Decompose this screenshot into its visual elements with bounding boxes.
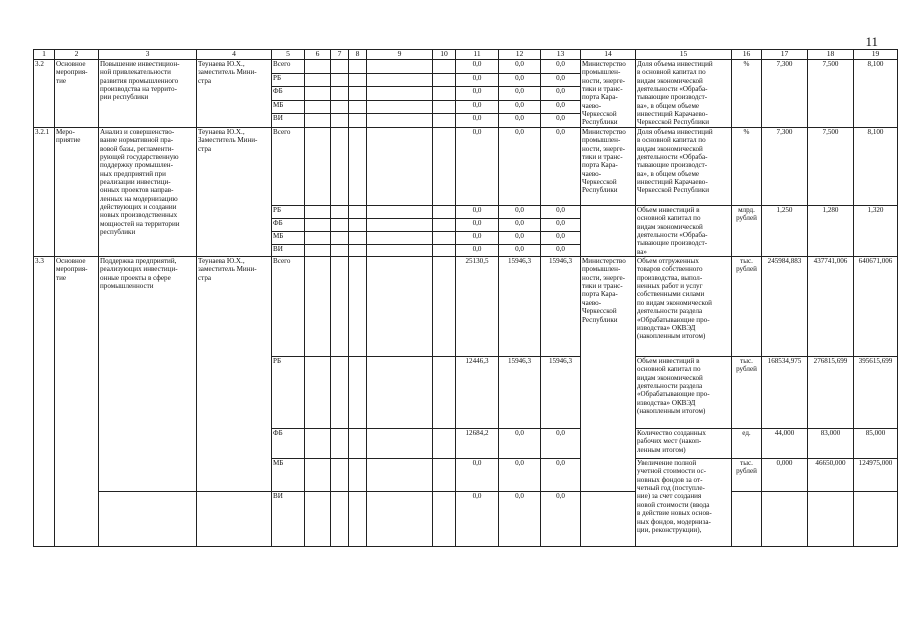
- col-header: 5: [272, 50, 305, 60]
- indicator-unit: тыс. рублей: [732, 256, 762, 356]
- indicator-text: Увеличение полной учетной стоимости ос- новных фондов за от- четный год (поступле- ние) за счет создания новой стоимости (ввода в действие новых основ- ных фондов, модерниза- ции, реконструкции),: [636, 458, 732, 546]
- col-header: 6: [305, 50, 331, 60]
- value-cell: 0,0: [499, 218, 541, 231]
- indicator-value: 395615,699: [854, 356, 898, 428]
- indicator-value: 437741,006: [808, 256, 854, 356]
- item-executor: Теунаева Ю.Х., заместитель Мини- стра: [197, 59, 272, 127]
- column-header-row: [34, 50, 898, 60]
- value-cell: 0,0: [541, 428, 581, 458]
- indicator-value: 1,280: [808, 205, 854, 256]
- program-table: [33, 49, 898, 547]
- indicator-unit: %: [732, 127, 762, 205]
- indicator-value: 8,100: [854, 59, 898, 127]
- value-cell: 0,0: [499, 231, 541, 244]
- value-cell: 0,0: [541, 127, 581, 205]
- value-cell: 0,0: [456, 100, 499, 114]
- item-type: Меро- приятие: [55, 127, 99, 256]
- value-cell: 0,0: [499, 127, 541, 205]
- funding-source: ВИ: [272, 491, 305, 546]
- indicator-value: 168534,975: [762, 356, 808, 428]
- indicator-unit: млрд. рублей: [732, 205, 762, 256]
- col-header: 4: [197, 50, 272, 60]
- col-header: 12: [499, 50, 541, 60]
- value-cell: 0,0: [541, 87, 581, 101]
- indicator-value: 85,000: [854, 428, 898, 458]
- col-header: 10: [433, 50, 456, 60]
- item-name: Анализ и совершенство- вание нормативной пра- вовой базы, регламенти- рующей государственную поддержку промышлен- ных предприятий при реализации инвестици- онных проектов направ- ленных на модернизацию действующих и создании новых производственных мощностей на территории республики: [99, 127, 197, 256]
- responsible-ministry: Министерство промышлен- ности, энерге- тики и транс- порта Кара- чаево- Черкесской Республики: [581, 127, 636, 205]
- funding-source: МБ: [272, 231, 305, 244]
- indicator-unit: тыс. рублей: [732, 356, 762, 428]
- indicator-value: 1,250: [762, 205, 808, 256]
- item-number: 3.2.1: [34, 127, 55, 256]
- value-cell: 0,0: [541, 205, 581, 218]
- value-cell: 0,0: [456, 231, 499, 244]
- table-row: [34, 491, 898, 546]
- funding-source: РБ: [272, 356, 305, 428]
- indicator-value: 7,500: [808, 127, 854, 205]
- indicator-value: 8,100: [854, 127, 898, 205]
- value-cell: 0,0: [499, 100, 541, 114]
- item-executor: Теунаева Ю.Х., заместитель Мини- стра: [197, 256, 272, 491]
- indicator-text: Объем инвестиций в основной капитал по видам экономической деятельности «Обраба- тывающие производст- ва»: [636, 205, 732, 256]
- table-row: [34, 127, 898, 205]
- col-header: 8: [349, 50, 367, 60]
- responsible-ministry: Министерство промышлен- ности, энерге- тики и транс- порта Кара- чаево- Черкесской Республики: [581, 256, 636, 491]
- item-executor: Теунаева Ю.Х., Заместитель Мини- стра: [197, 127, 272, 256]
- item-name: Поддержка предприятий, реализующих инвестици- онные проекты в сфере промышленности: [99, 256, 197, 491]
- page-number: 11: [865, 34, 878, 49]
- funding-source: Всего: [272, 256, 305, 356]
- value-cell: 0,0: [541, 218, 581, 231]
- col-header: 15: [636, 50, 732, 60]
- value-cell: 0,0: [541, 491, 581, 546]
- value-cell: 0,0: [456, 244, 499, 256]
- value-cell: 0,0: [499, 205, 541, 218]
- value-cell: 0,0: [456, 458, 499, 491]
- indicator-value: 83,000: [808, 428, 854, 458]
- col-header: 9: [367, 50, 433, 60]
- indicator-value: 0,000: [762, 458, 808, 491]
- indicator-text: Объем отгруженных товаров собственного производства, выпол- ненных работ и услуг собственными силами по видам экономической деятельности раздела «Обрабатывающие про- изводства» ОКВЭД (накопленным итогом): [636, 256, 732, 356]
- value-cell: 0,0: [456, 73, 499, 87]
- value-cell: 0,0: [499, 491, 541, 546]
- value-cell: 15946,3: [499, 256, 541, 356]
- funding-source: РБ: [272, 73, 305, 87]
- value-cell: 0,0: [499, 244, 541, 256]
- col-header: 17: [762, 50, 808, 60]
- value-cell: 0,0: [541, 114, 581, 128]
- funding-source: ВИ: [272, 114, 305, 128]
- table-row: [34, 59, 898, 73]
- value-cell: 0,0: [456, 127, 499, 205]
- funding-source: МБ: [272, 458, 305, 491]
- value-cell: 0,0: [456, 59, 499, 73]
- indicator-unit: %: [732, 59, 762, 127]
- value-cell: 0,0: [456, 491, 499, 546]
- value-cell: 0,0: [456, 205, 499, 218]
- indicator-value: 1,320: [854, 205, 898, 256]
- funding-source: ФБ: [272, 87, 305, 101]
- funding-source: Всего: [272, 59, 305, 73]
- item-number: 3.2: [34, 59, 55, 127]
- col-header: 13: [541, 50, 581, 60]
- col-header: 11: [456, 50, 499, 60]
- col-header: 16: [732, 50, 762, 60]
- col-header: 2: [55, 50, 99, 60]
- col-header: 14: [581, 50, 636, 60]
- indicator-value: 276815,699: [808, 356, 854, 428]
- indicator-value: 640671,006: [854, 256, 898, 356]
- funding-source: Всего: [272, 127, 305, 205]
- value-cell: 15946,3: [499, 356, 541, 428]
- funding-source: МБ: [272, 100, 305, 114]
- value-cell: 0,0: [456, 87, 499, 101]
- col-header: 19: [854, 50, 898, 60]
- value-cell: 0,0: [499, 73, 541, 87]
- indicator-text: Доля объема инвестиций в основной капитал по видам экономической деятельности «Обраба- тывающие производст- ва», в общем объеме инвестиций Карачаево- Черкесской Республики: [636, 127, 732, 205]
- value-cell: 12684,2: [456, 428, 499, 458]
- value-cell: 0,0: [541, 244, 581, 256]
- item-type: Основное мероприя- тие: [55, 256, 99, 546]
- indicator-unit: ед.: [732, 428, 762, 458]
- indicator-unit: тыс. рублей: [732, 458, 762, 491]
- value-cell: 0,0: [499, 114, 541, 128]
- value-cell: 0,0: [541, 73, 581, 87]
- value-cell: 25130,5: [456, 256, 499, 356]
- item-number: 3.3: [34, 256, 55, 546]
- item-type: Основное мероприя- тие: [55, 59, 99, 127]
- col-header: 7: [331, 50, 349, 60]
- value-cell: 0,0: [541, 59, 581, 73]
- funding-source: ВИ: [272, 244, 305, 256]
- table-row: [34, 256, 898, 356]
- indicator-text: Количество созданных рабочих мест (накоп- ленным итогом): [636, 428, 732, 458]
- indicator-text: Доля объема инвестиций в основной капитал по видам экономической деятельности «Обраба- тывающие производст- ва», в общем объеме инвестиций Карачаево- Черкесской Республики: [636, 59, 732, 127]
- value-cell: 0,0: [541, 231, 581, 244]
- indicator-value: 124975,000: [854, 458, 898, 491]
- indicator-value: 7,500: [808, 59, 854, 127]
- funding-source: РБ: [272, 205, 305, 218]
- value-cell: 15946,3: [541, 356, 581, 428]
- indicator-value: 245984,883: [762, 256, 808, 356]
- value-cell: 12446,3: [456, 356, 499, 428]
- value-cell: 0,0: [499, 87, 541, 101]
- value-cell: 0,0: [456, 218, 499, 231]
- value-cell: 15946,3: [541, 256, 581, 356]
- responsible-ministry: Министерство промышлен- ности, энерге- тики и транс- порта Кара- чаево- Черкесской Республики: [581, 59, 636, 127]
- value-cell: 0,0: [541, 100, 581, 114]
- indicator-value: 46650,000: [808, 458, 854, 491]
- indicator-text: Объем инвестиций в основной капитал по видам экономической деятельности раздела «Обрабатывающие про- изводства» ОКВЭД (накопленным итогом): [636, 356, 732, 428]
- value-cell: 0,0: [499, 458, 541, 491]
- indicator-value: 7,300: [762, 59, 808, 127]
- col-header: 3: [99, 50, 197, 60]
- col-header: 18: [808, 50, 854, 60]
- value-cell: 0,0: [499, 428, 541, 458]
- value-cell: 0,0: [541, 458, 581, 491]
- funding-source: ФБ: [272, 218, 305, 231]
- item-name: Повышение инвестицион- ной привлекательности развития промышленного производства на террито- рии республики: [99, 59, 197, 127]
- value-cell: 0,0: [499, 59, 541, 73]
- funding-source: ФБ: [272, 428, 305, 458]
- value-cell: 0,0: [456, 114, 499, 128]
- indicator-value: 44,000: [762, 428, 808, 458]
- col-header: 1: [34, 50, 55, 60]
- indicator-value: 7,300: [762, 127, 808, 205]
